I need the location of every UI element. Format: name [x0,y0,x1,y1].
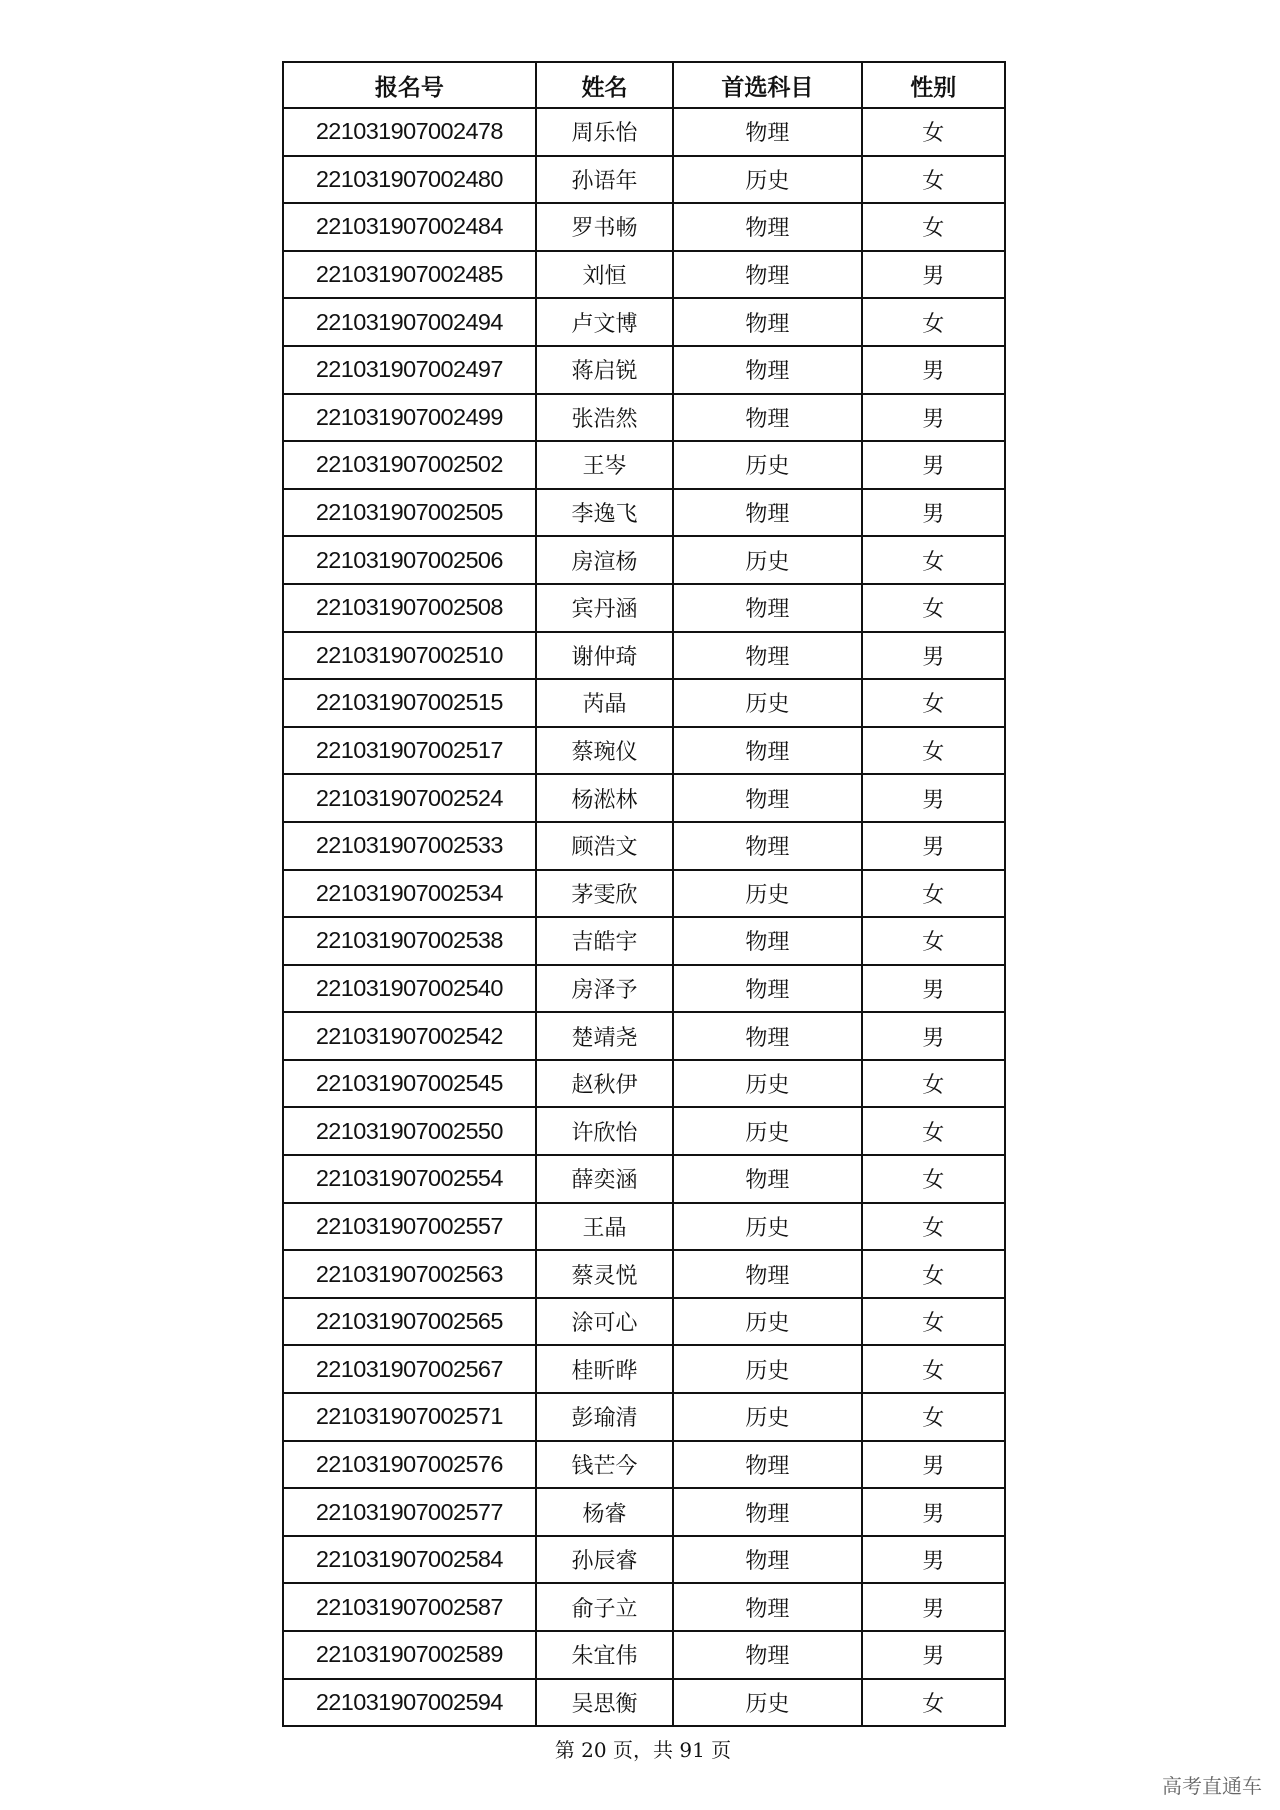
cell-subject: 物理 [673,727,861,775]
cell-gender: 女 [862,108,1006,156]
cell-gender: 男 [862,1631,1006,1679]
header-subject: 首选科目 [673,62,861,108]
table-row [283,870,1005,918]
cell-subject: 物理 [673,584,861,632]
cell-subject: 历史 [673,1298,861,1346]
cell-student-name: 涂可心 [536,1298,674,1346]
cell-registration-number: 221031907002550 [283,1107,536,1155]
cell-student-name: 俞子立 [536,1583,674,1631]
table-row [283,1155,1005,1203]
table-row [283,346,1005,394]
cell-student-name: 吴思衡 [536,1679,674,1727]
table-row [283,1298,1005,1346]
cell-gender: 男 [862,632,1006,680]
cell-registration-number: 221031907002506 [283,536,536,584]
table-row [283,1441,1005,1489]
cell-student-name: 赵秋伊 [536,1060,674,1108]
cell-subject: 历史 [673,1060,861,1108]
cell-registration-number: 221031907002478 [283,108,536,156]
cell-registration-number: 221031907002485 [283,251,536,299]
cell-gender: 男 [862,1536,1006,1584]
cell-registration-number: 221031907002594 [283,1679,536,1727]
table-row [283,917,1005,965]
table-row [283,1488,1005,1536]
cell-subject: 历史 [673,156,861,204]
cell-gender: 女 [862,1060,1006,1108]
cell-registration-number: 221031907002480 [283,156,536,204]
cell-registration-number: 221031907002567 [283,1345,536,1393]
cell-subject: 物理 [673,1488,861,1536]
cell-gender: 女 [862,917,1006,965]
cell-student-name: 朱宜伟 [536,1631,674,1679]
table-row [283,1060,1005,1108]
cell-student-name: 杨淞林 [536,774,674,822]
cell-gender: 女 [862,156,1006,204]
cell-gender: 女 [862,1679,1006,1727]
cell-gender: 男 [862,346,1006,394]
cell-gender: 男 [862,489,1006,537]
table-row [283,774,1005,822]
cell-registration-number: 221031907002584 [283,1536,536,1584]
cell-student-name: 谢仲琦 [536,632,674,680]
cell-gender: 女 [862,727,1006,775]
table-row [283,108,1005,156]
cell-registration-number: 221031907002499 [283,394,536,442]
cell-gender: 男 [862,1012,1006,1060]
cell-gender: 女 [862,1155,1006,1203]
cell-student-name: 楚靖尧 [536,1012,674,1060]
cell-student-name: 孙语年 [536,156,674,204]
cell-gender: 女 [862,203,1006,251]
table-row [283,1393,1005,1441]
cell-student-name: 芮晶 [536,679,674,727]
cell-student-name: 房泽予 [536,965,674,1013]
table-row [283,1345,1005,1393]
cell-registration-number: 221031907002577 [283,1488,536,1536]
cell-subject: 物理 [673,298,861,346]
cell-student-name: 吉皓宇 [536,917,674,965]
table-row [283,679,1005,727]
cell-subject: 物理 [673,774,861,822]
cell-registration-number: 221031907002494 [283,298,536,346]
cell-gender: 女 [862,1345,1006,1393]
cell-registration-number: 221031907002542 [283,1012,536,1060]
cell-subject: 历史 [673,536,861,584]
cell-subject: 物理 [673,251,861,299]
cell-student-name: 房渲杨 [536,536,674,584]
cell-student-name: 蔡灵悦 [536,1250,674,1298]
cell-registration-number: 221031907002510 [283,632,536,680]
cell-subject: 物理 [673,489,861,537]
table-row [283,441,1005,489]
cell-gender: 男 [862,774,1006,822]
cell-registration-number: 221031907002508 [283,584,536,632]
table-row [283,727,1005,775]
cell-registration-number: 221031907002545 [283,1060,536,1108]
cell-subject: 物理 [673,1583,861,1631]
cell-registration-number: 221031907002557 [283,1203,536,1251]
cell-subject: 历史 [673,1345,861,1393]
cell-gender: 女 [862,1298,1006,1346]
cell-registration-number: 221031907002505 [283,489,536,537]
cell-registration-number: 221031907002554 [283,1155,536,1203]
cell-subject: 历史 [673,1393,861,1441]
cell-gender: 女 [862,1203,1006,1251]
table-row [283,1583,1005,1631]
table-row [283,822,1005,870]
cell-registration-number: 221031907002534 [283,870,536,918]
table-row [283,298,1005,346]
cell-registration-number: 221031907002497 [283,346,536,394]
cell-subject: 物理 [673,203,861,251]
cell-subject: 历史 [673,679,861,727]
header-gender: 性别 [862,62,1006,108]
cell-subject: 历史 [673,441,861,489]
cell-subject: 历史 [673,1203,861,1251]
cell-gender: 女 [862,1250,1006,1298]
cell-subject: 历史 [673,1107,861,1155]
cell-student-name: 李逸飞 [536,489,674,537]
cell-student-name: 彭瑜清 [536,1393,674,1441]
cell-subject: 物理 [673,917,861,965]
cell-student-name: 罗书畅 [536,203,674,251]
cell-gender: 男 [862,1488,1006,1536]
cell-student-name: 薛奕涵 [536,1155,674,1203]
cell-gender: 男 [862,965,1006,1013]
cell-gender: 男 [862,251,1006,299]
cell-registration-number: 221031907002563 [283,1250,536,1298]
table-row [283,156,1005,204]
cell-subject: 物理 [673,1631,861,1679]
table-row [283,584,1005,632]
cell-gender: 女 [862,679,1006,727]
table-row [283,1107,1005,1155]
cell-student-name: 钱芒今 [536,1441,674,1489]
cell-student-name: 卢文博 [536,298,674,346]
cell-registration-number: 221031907002540 [283,965,536,1013]
cell-gender: 女 [862,584,1006,632]
cell-student-name: 张浩然 [536,394,674,442]
cell-gender: 男 [862,822,1006,870]
cell-registration-number: 221031907002502 [283,441,536,489]
student-table [282,61,1006,1727]
cell-registration-number: 221031907002571 [283,1393,536,1441]
cell-registration-number: 221031907002589 [283,1631,536,1679]
table-row [283,1250,1005,1298]
cell-registration-number: 221031907002524 [283,774,536,822]
cell-student-name: 周乐怡 [536,108,674,156]
table-row [283,1631,1005,1679]
cell-gender: 女 [862,1107,1006,1155]
cell-student-name: 王岑 [536,441,674,489]
cell-subject: 物理 [673,1441,861,1489]
cell-student-name: 蔡琬仪 [536,727,674,775]
cell-gender: 男 [862,1441,1006,1489]
cell-subject: 物理 [673,822,861,870]
cell-gender: 男 [862,441,1006,489]
table-row [283,394,1005,442]
cell-gender: 女 [862,870,1006,918]
table-row [283,632,1005,680]
cell-subject: 物理 [673,965,861,1013]
cell-student-name: 孙辰睿 [536,1536,674,1584]
cell-gender: 男 [862,394,1006,442]
cell-registration-number: 221031907002565 [283,1298,536,1346]
cell-student-name: 许欣怡 [536,1107,674,1155]
cell-registration-number: 221031907002587 [283,1583,536,1631]
page-number: 第 20 页，共 91 页 [554,1738,732,1762]
table-row [283,203,1005,251]
cell-registration-number: 221031907002538 [283,917,536,965]
cell-subject: 历史 [673,870,861,918]
cell-subject: 历史 [673,1679,861,1727]
cell-subject: 物理 [673,346,861,394]
cell-subject: 物理 [673,394,861,442]
watermark: 高考直通车 [1162,1776,1262,1798]
cell-gender: 男 [862,1583,1006,1631]
cell-registration-number: 221031907002517 [283,727,536,775]
header-name: 姓名 [536,62,674,108]
table-header-row [283,62,1005,108]
table-row [283,1536,1005,1584]
table-row [283,251,1005,299]
cell-subject: 物理 [673,1536,861,1584]
cell-gender: 女 [862,536,1006,584]
cell-subject: 物理 [673,1155,861,1203]
header-registration-number: 报名号 [283,62,536,108]
cell-student-name: 王晶 [536,1203,674,1251]
cell-student-name: 蒋启锐 [536,346,674,394]
table-row [283,1203,1005,1251]
cell-subject: 物理 [673,1012,861,1060]
table-row [283,1679,1005,1727]
table-row [283,489,1005,537]
cell-student-name: 刘恒 [536,251,674,299]
cell-registration-number: 221031907002533 [283,822,536,870]
table-row [283,536,1005,584]
cell-student-name: 茅雯欣 [536,870,674,918]
cell-gender: 女 [862,298,1006,346]
table-row [283,1012,1005,1060]
cell-student-name: 桂昕晔 [536,1345,674,1393]
table-row [283,965,1005,1013]
cell-gender: 女 [862,1393,1006,1441]
cell-student-name: 宾丹涵 [536,584,674,632]
cell-registration-number: 221031907002515 [283,679,536,727]
cell-subject: 物理 [673,108,861,156]
cell-subject: 物理 [673,1250,861,1298]
cell-registration-number: 221031907002484 [283,203,536,251]
cell-registration-number: 221031907002576 [283,1441,536,1489]
cell-student-name: 杨睿 [536,1488,674,1536]
cell-student-name: 顾浩文 [536,822,674,870]
cell-subject: 物理 [673,632,861,680]
